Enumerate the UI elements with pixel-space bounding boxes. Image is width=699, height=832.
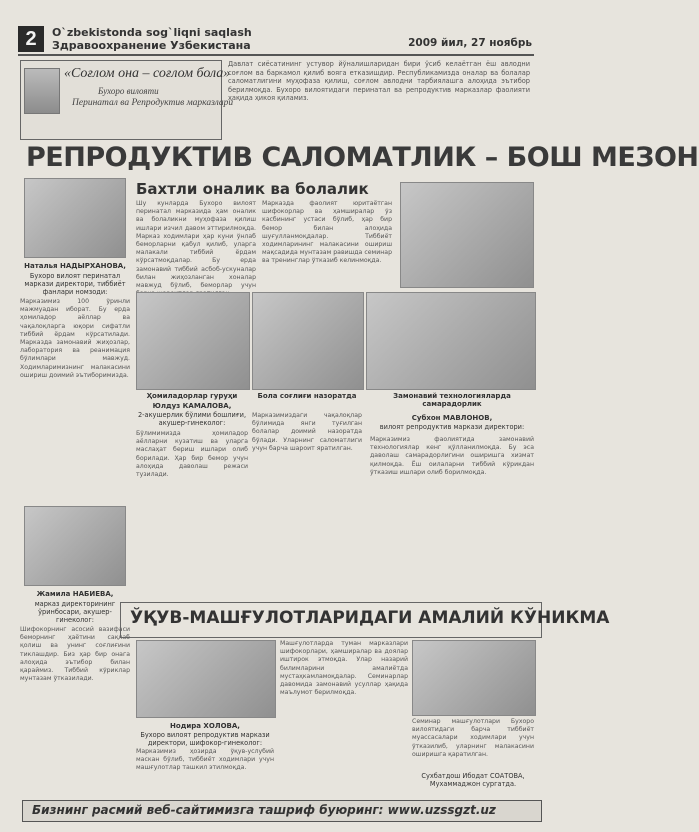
mother-child-photo (24, 68, 60, 114)
article2-left-role: Бухоро вилоят репродуктив маркази директори, шифокор-гинеколог: (140, 731, 270, 747)
cap1-name: Юлдуз КАМАЛОВА, (152, 402, 232, 410)
mothers-with-babies-photo (400, 182, 534, 288)
ultrasound-equipment-photo (366, 292, 536, 390)
article2-title: ЎҚУВ-МАШҒУЛОТЛАРИДАГИ АМАЛИЙ КЎНИКМА (130, 608, 610, 628)
cap1-role: 2-акушерлик бўлими бошлиғи, акушер-гинеколог: (137, 411, 247, 427)
person1-name: Наталья НАДЫРХАНОВА, (24, 262, 126, 270)
article2-right-text: Семинар машғулотлари Бухоро вилоятидаги барча тиббиёт муассасалари ходимлари учун ўтказилиб, уларнинг малакасини оширишга қаратилган. (412, 718, 534, 758)
cap2-title: Бола соғлиғи назоратда (257, 392, 357, 400)
article1-col2: Марказда фаолият юритаётган шифокорлар ва ҳамширалар ўз касбининг устаси бўлиб, ҳар бир бемор билан алоҳида шуғулланмоқдалар. Тиббиёт ходимларининг малакасини ошириш мақсадида мунтазам равишда семинар ва тренинглар ўтказиб келинмоқда. (262, 200, 392, 265)
cap2-text: Марказимиздаги чақалоқлар бўлимида янги туғилган болалар доимий назоратда бўлади. Уларнинг саломатлиги учун барча шароит яратилган. (252, 412, 362, 452)
newspaper-title-cyrillic: Здравоохранение Узбекистана (52, 39, 251, 52)
article1-col1: Шу кунларда Бухоро вилоят перинатал марказида ҳам оналик ва болаликни муҳофаза қилиш ишлари изчил давом эттирилмоқда. Марказ ходимлари ҳар куни ўнлаб беморларни қабул қилиб, уларга малакали тиббий ёрдам кўрсатмоқдалар. Бу ерда замонавий тиббий асбоб-ускуналар билан жиҳозланган хоналар мавжуд бўлиб, беморлар учун (136, 200, 256, 290)
article2-photo-caption: Сухбатдош Ибодат СОАТОВА, Мухаммаджон сургатда. (421, 772, 525, 788)
slogan-centers: Перинатал ва Репродуктив марказлари (72, 98, 234, 108)
training-class-photo (136, 640, 276, 718)
intro-paragraph: Давлат сиёсатининг устувор йўналишларидан бири ўсиб келаётган ёш авлодни соғлом ва баркамол қилиб вояга етказишдир. Республикамизда оналар ва болалар саломатлигини муҳофаза қилиш, соғлом авлодни тарбиялашга алоҳида эътибор берилмоқда. Бухоро вилоятидаги перинатал ва репродуктив марказлар фаолияти ҳақида ҳикоя қиламиз. (228, 60, 530, 103)
cap3-name: Субхон МАВЛОНОВ, (411, 414, 493, 422)
main-headline: РЕПРОДУКТИВ САЛОМАТЛИК – БОШ МЕЗОН (26, 142, 699, 173)
seminar-photo (412, 640, 536, 716)
page-number: 2 (18, 26, 44, 52)
person1-role: Бухоро вилоят перинатал маркази директори, тиббиёт фанлари номзоди: (24, 272, 126, 296)
person2-text: Шифокорнинг асосий вазифаси беморнинг ҳаётини сақлаб қолиш ва унинг соғлиғини тиклашдир. Биз ҳар бир онага алоҳида эътибор билан қараймиз. Тиббий кўриклар мунтазам ўтказилади. (20, 626, 130, 683)
footer-website-text[interactable]: Бизнинг расмий веб-сайтимизга ташриф буюринг: www.uzssgzt.uz (32, 803, 496, 817)
portrait-photo-nabieva (24, 506, 126, 586)
cap1-title: Ҳомиладорлар гуруҳи (146, 392, 238, 400)
header-divider (18, 54, 534, 56)
article2-left-name: Нодира ХОЛОВА, (170, 722, 240, 730)
person2-name: Жамила НАБИЕВА, (36, 590, 114, 598)
slogan-title: «Соғлом она – соғлом бола» (64, 66, 231, 81)
article1-title: Бахтли оналик ва болалик (136, 180, 369, 198)
newborn-care-photo (252, 292, 364, 390)
cap3-text: Марказимиз фаолиятида замонавий технологиялар кенг қўлланилмоқда. Бу эса даволаш самарадорлигини оширишга хизмат қилмоқда. Ёш оилаларни тиббий кўрикдан ўтказиш ишлари олиб борилмоқда. (370, 436, 534, 476)
slogan-region: Бухоро вилояти (98, 86, 159, 96)
person2-role: марказ директорининг ўринбосари, акушер-гинеколог: (34, 600, 116, 624)
cap3-role: вилоят репродуктив маркази директори: (379, 423, 525, 431)
article2-left-text: Марказимиз ҳозирда ўқув-услубий маскан бўлиб, тиббиёт ходимлари учун машғулотлар ташкил этилмоқда. (136, 748, 274, 772)
cap1-text: Бўлимимизда ҳомиладор аёлларни кузатиш ва уларга маслаҳат бериш ишлари олиб борилади. Ҳар бир бемор учун алоҳида даволаш режаси тузилади. (136, 430, 248, 479)
newspaper-title-latin: O`zbekistonda sog`liqni saqlash (52, 26, 252, 39)
portrait-photo-nadyrkhanova (24, 178, 126, 258)
person1-text: Марказимиз 100 ўринли мажмуадан иборат. Бу ерда ҳомиладор аёллар ва чақалоқларга юқори сифатли тиббий ёрдам кўрсатилади. Марказда замонавий жиҳозлар, лаборатория ва реанимация бўлимлари мавжуд. Ходимларимизнинг малакасини ошириш доимий эътиборимизда. (20, 298, 130, 379)
pregnant-group-photo (136, 292, 250, 390)
cap3-title: Замонавий технологияларда самарадорлик (393, 392, 511, 408)
article2-mid-text: Машғулотларда туман марказлари шифокорлари, ҳамширалар ва доялар иштирок этмоқда. Улар назарий билимларини амалиётда мустаҳкамламоқдалар. Семинарлар давомида замонавий усуллар ҳақида маълумот берилмоқда. (280, 640, 408, 697)
issue-date: 2009 йил, 27 ноябрь (408, 37, 532, 49)
